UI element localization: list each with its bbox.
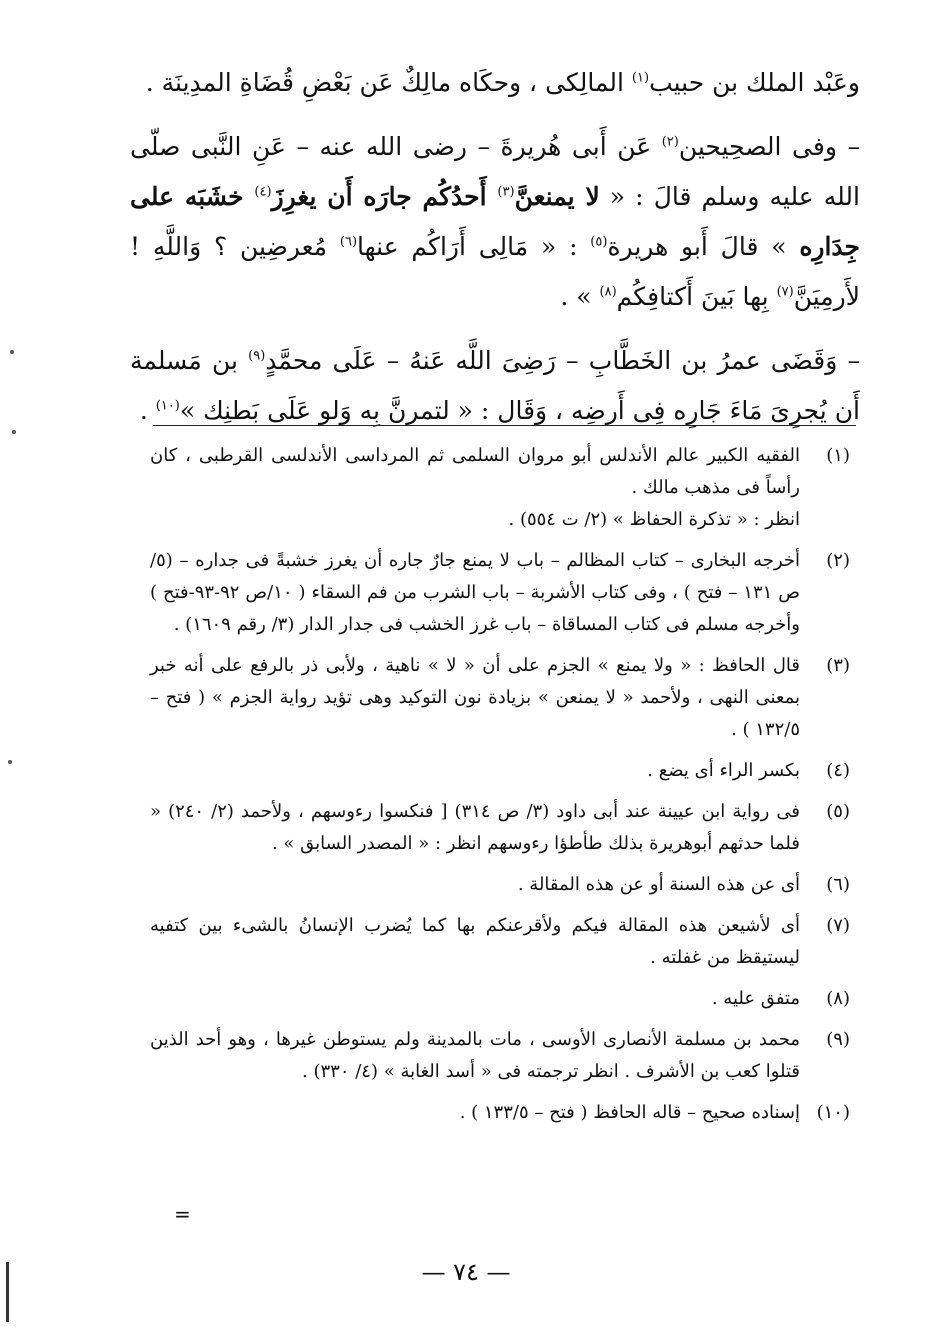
footnote-number: (٥) xyxy=(826,801,850,822)
footnotes xyxy=(150,440,850,1138)
footnote-number: (١) xyxy=(826,445,850,466)
footnote-ref-9[interactable]: (٩) xyxy=(248,348,266,364)
footnote-ref-4[interactable]: (٤) xyxy=(254,184,272,200)
footnote-2 xyxy=(150,545,850,641)
footnote-6 xyxy=(150,869,850,901)
footnote-text: متفق عليه . xyxy=(711,988,800,1009)
scan-speck xyxy=(12,430,16,434)
footnote-8 xyxy=(150,983,850,1015)
footnote-number: (٢) xyxy=(826,550,850,571)
footnote-ref-5[interactable]: (٥) xyxy=(590,234,608,250)
text-run: مُعرضِين ؟ وَاللَّهِ ! لأَرمِيَنَّ xyxy=(130,232,860,311)
footnote-7 xyxy=(150,910,850,974)
text-run: بِها بَينَ أَكتافِكُم xyxy=(616,282,777,311)
footnote-body xyxy=(150,440,800,536)
scan-speck xyxy=(10,350,14,354)
footnote-text: أى عن هذه السنة أو عن هذه المقالة . xyxy=(517,874,800,895)
footnote-ref-3[interactable]: (٣) xyxy=(497,184,515,200)
footnote-10 xyxy=(150,1097,850,1129)
text-run: » . xyxy=(560,282,600,311)
footnote-reference: انظر : « تذكرة الحفاظ » (٢/ ت ٥٥٤) . xyxy=(508,509,800,530)
footnote-3 xyxy=(150,650,850,746)
footnote-number: (٩) xyxy=(826,1029,850,1050)
text-run: وعَبْد الملك بن حبيب xyxy=(649,68,860,97)
footnote-5 xyxy=(150,796,850,860)
text-run: – وَقَضَى عمرُ بن الخَطَّابِ – رَضِىَ اللَّه عَنهُ – عَلَى محمَّدٍ xyxy=(265,346,860,375)
footnote-text: الفقيه الكبير عالم الأندلس أبو مروان السلمى ثم المرداسى الأندلسى القرطبى ، كان رأساً فى مذهب مالك . xyxy=(150,445,800,498)
page-number: — ٧٤ — xyxy=(421,1258,511,1286)
text-run: بن مَسلمة أَن يُجرِىَ مَاءَ جَارِه فِى أَرضِه ، وَقَال : « لتمرنَّ بِه وَلو عَلَى بَطنِك » xyxy=(130,346,860,425)
footnote-number: (٨) xyxy=(826,988,850,1009)
text-run: : « مَالِى أَرَاكُم عنها xyxy=(357,232,591,261)
footnote-ref-2[interactable]: (٢) xyxy=(661,134,679,150)
footnote-number: (٣) xyxy=(826,655,850,676)
main-text xyxy=(130,58,860,450)
footnote-number: (١٠) xyxy=(816,1102,850,1123)
footnote-ref-6[interactable]: (٦) xyxy=(339,234,358,250)
footnote-ref-10[interactable]: (١٠) xyxy=(155,398,180,414)
footnote-divider xyxy=(153,425,856,426)
text-run: عَن أَبى هُريرةَ – رضى الله عنه – عَنِ النَّبى صلّى الله عليه وسلم قالَ : « xyxy=(130,132,860,211)
footnote-number: (٦) xyxy=(826,874,850,895)
footnote-1 xyxy=(150,440,850,536)
footnote-text: فى رواية ابن عيينة عند أبى داود (٣/ ص ٣١٤) [ فنكسوا رءوسهم ، ولأحمد (٢/ ٢٤٠) « فلما حدثهم أبوهريرة بذلك طأطؤا رءوسهم انظر : « المصدر السابق » . xyxy=(150,801,800,854)
hadith-text: خشَبَه على جِدَارِه xyxy=(130,182,861,261)
page-edge-shadow xyxy=(6,1262,9,1322)
footnote-9 xyxy=(150,1024,850,1088)
footnote-text: إسناده صحيح – قاله الحافظ ( فتح – ١٣٣/٥ ) . xyxy=(459,1102,800,1123)
footnote-text: محمد بن مسلمة الأنصارى الأوسى ، مات بالمدينة ولم يستوطن غيرها ، وهو أحد الذين قتلوا كعب بن الأشرف . انظر ترجمته فى « أسد الغابة » (٤/ ٣٣٠) . xyxy=(150,1029,800,1082)
footnote-ref-8[interactable]: (٨) xyxy=(599,284,617,300)
footnote-text: بكسر الراء أى يضع . xyxy=(647,760,800,781)
text-run: » قالَ أَبو هريرة xyxy=(607,232,800,261)
scan-speck xyxy=(8,760,12,764)
footnote-ref-7[interactable]: (٧) xyxy=(776,284,794,300)
footnote-ref-1[interactable]: (١) xyxy=(631,70,650,86)
footnote-text: أى لأشيعن هذه المقالة فيكم ولأقرعنكم بها كما يُضرب الإنسانُ بالشىء بين كتفيه ليستيقظ من غفلته . xyxy=(150,915,800,968)
footnote-text: أخرجه البخارى – كتاب المظالم – باب لا يمنع جارٌ جاره أن يغرز خشبةً فى جداره – (٥/ ص ١٣١ – فتح ) ، وفى كتاب الأشربة – باب الشرب من فم السقاء ( ١٠/ص ٩٢-٩٣-فتح ) وأخرجه مسلم فى كتاب المساقاة – باب غرز الخشب فى جدار الدار (٣/ رقم ١٦٠٩) . xyxy=(150,550,800,635)
printer-mark: = xyxy=(174,1202,191,1226)
paragraph-1 xyxy=(130,58,860,108)
footnote-number: (٧) xyxy=(826,915,850,936)
hadith-text: أَحدُكُم جارَه أَن يغرِزَ xyxy=(271,182,498,211)
hadith-text: لا يمنعنَّ xyxy=(514,182,600,211)
text-run: – وفى الصحِيحين xyxy=(678,132,860,161)
text-run: المالِكى ، وحكَاه مالِكٌ عَن بَعْضِ قُضَاةِ المدِينَة . xyxy=(145,68,632,97)
text-run: . xyxy=(139,396,156,425)
footnote-text: قال الحافظ : « ولا يمنع » الجزم على أن « لا » ناهية ، ولأبى ذر بالرفع على أنه خبر بمعنى النهى ، ولأحمد « لا يمنعن » بزيادة نون التوكيد وهى تؤيد رواية الجزم » ( فتح – ١٣٢/٥ ) . xyxy=(150,655,800,740)
paragraph-3 xyxy=(130,336,860,436)
footnote-number: (٤) xyxy=(826,760,850,781)
paragraph-2 xyxy=(130,122,860,322)
footnote-4 xyxy=(150,755,850,787)
